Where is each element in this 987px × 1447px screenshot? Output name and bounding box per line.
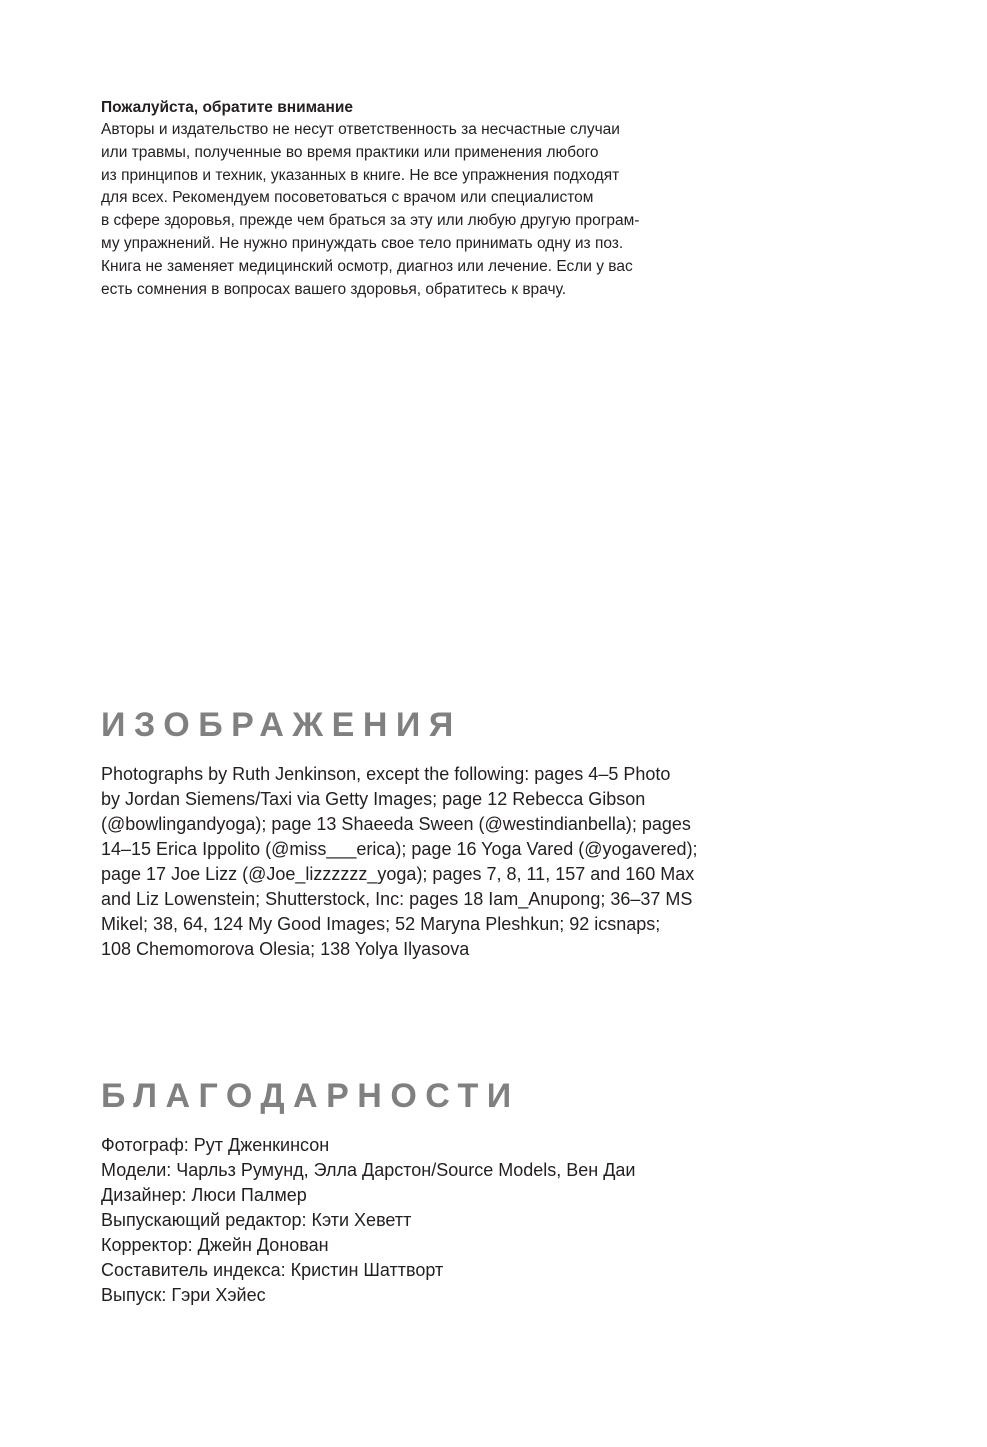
notice-line: му упражнений. Не нужно принуждать свое тело принимать одну из поз. bbox=[101, 234, 624, 252]
image-credits bbox=[101, 762, 741, 962]
acknowledgement-line: Корректор: Джейн Донован bbox=[101, 1235, 329, 1255]
credits-line: page 17 Joe Lizz (@Joe_lizzzzzz_yoga); pages 7, 8, 11, 157 and 160 Max bbox=[101, 864, 695, 884]
notice-line: Книга не заменяет медицинский осмотр, диагноз или лечение. Если у вас bbox=[101, 257, 633, 275]
acknowledgements bbox=[101, 1133, 741, 1308]
credits-line: (@bowlingandyoga); page 13 Shaeeda Sween (@westindianbella); pages bbox=[101, 814, 691, 834]
notice-line: в сфере здоровья, прежде чем браться за эту или любую другую програм- bbox=[101, 212, 640, 230]
notice-line: из принципов и техник, указанных в книге. Не все упражнения подходят bbox=[101, 166, 620, 184]
acknowledgement-line: Составитель индекса: Кристин Шаттворт bbox=[101, 1260, 444, 1280]
notice-title: Пожалуйста, обратите внимание bbox=[101, 99, 354, 116]
acknowledgement-line: Дизайнер: Люси Палмер bbox=[101, 1185, 307, 1205]
credits-line: Photographs by Ruth Jenkinson, except the following: pages 4–5 Photo bbox=[101, 764, 671, 784]
credits-line: and Liz Lowenstein; Shutterstock, Inc: pages 18 Iam_Anupong; 36–37 MS bbox=[101, 889, 693, 909]
notice-line: Авторы и издательство не несут ответственность за несчастные случаи bbox=[101, 121, 620, 138]
disclaimer-notice bbox=[101, 97, 741, 301]
credits-line: by Jordan Siemens/Taxi via Getty Images; page 12 Rebecca Gibson bbox=[101, 789, 646, 809]
acknowledgement-line: Модели: Чарльз Румунд, Элла Дарстон/Source Models, Вен Даи bbox=[101, 1160, 636, 1180]
acknowledgement-line: Фотограф: Рут Дженкинсон bbox=[101, 1135, 330, 1155]
notice-line: есть сомнения в вопросах вашего здоровья, обратитесь к врачу. bbox=[101, 280, 567, 298]
notice-line: для всех. Рекомендуем посоветоваться с врачом или специалистом bbox=[101, 189, 594, 207]
acknowledgement-line: Выпускающий редактор: Кэти Хеветт bbox=[101, 1210, 412, 1230]
thanks-heading: БЛАГОДАРНОСТИ bbox=[101, 1077, 520, 1115]
images-heading: ИЗОБРАЖЕНИЯ bbox=[101, 706, 462, 744]
acknowledgement-line: Выпуск: Гэри Хэйес bbox=[101, 1285, 266, 1305]
credits-line: 14–15 Erica Ippolito (@miss___erica); page 16 Yoga Vared (@yogavered); bbox=[101, 839, 698, 859]
credits-line: Mikel; 38, 64, 124 My Good Images; 52 Maryna Pleshkun; 92 icsnaps; bbox=[101, 914, 661, 934]
notice-line: или травмы, полученные во время практики или применения любого bbox=[101, 143, 599, 161]
credits-line: 108 Chemomorova Olesia; 138 Yolya Ilyasova bbox=[101, 939, 470, 959]
